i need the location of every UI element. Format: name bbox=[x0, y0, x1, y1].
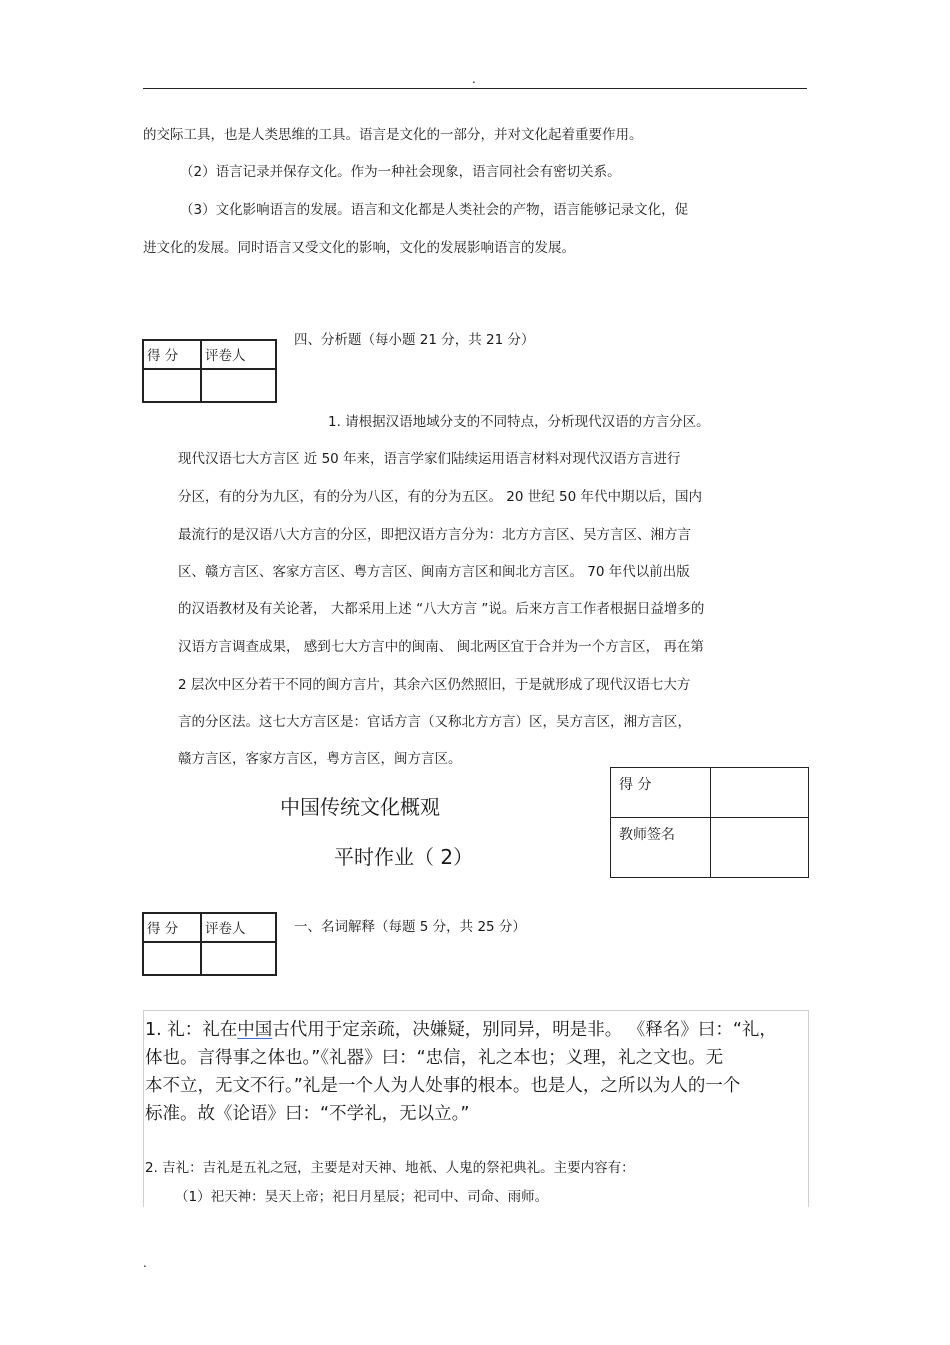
teacher-score-box bbox=[610, 767, 809, 878]
teacher-score-cell[interactable] bbox=[711, 768, 809, 818]
answer-line: 赣方言区，客家方言区，粤方言区，闽方言区。 bbox=[178, 751, 462, 767]
entry1-line: 1. 礼：礼在中国古代用于定亲疏，决嫌疑，别同异，明是非。 《释名》曰：“礼， bbox=[145, 1020, 777, 1040]
entry1-line: 标准。故《论语》曰：“不学礼，无以立。” bbox=[145, 1104, 470, 1124]
header-mark: . bbox=[472, 72, 476, 86]
teacher-signature-cell[interactable] bbox=[711, 818, 809, 878]
answer-line: 现代汉语七大方言区 近 50 年来，语言学家们陆续运用语言材料对现代汉语方言进行 bbox=[178, 451, 681, 467]
section4-heading: 四、分析题（每小题 21 分，共 21 分） bbox=[294, 332, 535, 348]
score-cell[interactable] bbox=[143, 369, 201, 402]
answer-line: 分区，有的分为九区，有的分为八区，有的分为五区。 20 世纪 50 年代中期以后，国内 bbox=[178, 489, 703, 505]
entry2-line: （1）祀天神：昊天上帝；祀日月星辰；祀司中、司命、雨师。 bbox=[175, 1189, 549, 1205]
assignment-title: 平时作业（ 2） bbox=[334, 845, 474, 869]
question-1: 1. 请根据汉语地域分支的不同特点，分析现代汉语的方言分区。 bbox=[328, 414, 710, 430]
course-title: 中国传统文化概观 bbox=[280, 795, 440, 819]
footer-mark: . bbox=[143, 1256, 147, 1270]
paragraph-line: 进文化的发展。同时语言又受文化的影响，文化的发展影响语言的发展。 bbox=[143, 240, 575, 256]
answer-line: 言的分区法。这七大方言区是：官话方言（又称北方方言）区，吴方言区，湘方言区， bbox=[178, 714, 691, 730]
score-box-section1 bbox=[142, 912, 277, 976]
answer-line: 区、赣方言区、客家方言区、粤方言区、闽南方言区和闽北方言区。 70 年代以前出版 bbox=[178, 564, 690, 580]
score-box-section4 bbox=[142, 339, 277, 403]
entry1-line: 本不立，无文不行。”礼是一个人为人处事的根本。也是人，之所以为人的一个 bbox=[145, 1076, 741, 1096]
grader-cell[interactable] bbox=[201, 942, 276, 975]
header-rule bbox=[143, 88, 807, 89]
score-cell[interactable] bbox=[143, 942, 201, 975]
paragraph-line: （2）语言记录并保存文化。作为一种社会现象，语言同社会有密切关系。 bbox=[180, 164, 621, 180]
teacher-signature-label: 教师签名 bbox=[619, 827, 675, 843]
term-link[interactable]: 中国 bbox=[237, 1020, 273, 1040]
entry2-line: 2. 吉礼：吉礼是五礼之冠，主要是对天神、地祇、人鬼的祭祀典礼。主要内容有： bbox=[145, 1160, 635, 1176]
grader-cell[interactable] bbox=[201, 369, 276, 402]
grader-label: 评卷人 bbox=[205, 921, 246, 937]
answer-line: 的汉语教材及有关论著， 大都采用上述 “八大方言 ”说。后来方言工作者根据日益增多的 bbox=[178, 601, 705, 617]
answer-line: 2 层次中区分若干不同的闽方言片，其余六区仍然照旧，于是就形成了现代汉语七大方 bbox=[178, 677, 691, 693]
paragraph-line: （3）文化影响语言的发展。语言和文化都是人类社会的产物，语言能够记录文化，促 bbox=[180, 202, 689, 218]
embedded-answer-frame bbox=[143, 1010, 809, 1207]
score-label: 得 分 bbox=[147, 348, 179, 364]
score-label: 得 分 bbox=[147, 921, 179, 937]
paragraph-line: 的交际工具，也是人类思维的工具。语言是文化的一部分，并对文化起着重要作用。 bbox=[143, 127, 643, 143]
entry1-line: 体也。言得事之体也。”《礼器》曰：“忠信，礼之本也；义理，礼之文也。无 bbox=[145, 1048, 724, 1068]
section1-heading: 一、名词解释（每题 5 分，共 25 分） bbox=[294, 919, 526, 935]
teacher-score-label: 得 分 bbox=[619, 777, 652, 793]
answer-line: 最流行的是汉语八大方言的分区，即把汉语方言分为：北方方言区、吴方言区、湘方言 bbox=[178, 527, 691, 543]
answer-line: 汉语方言调查成果， 感到七大方言中的闽南、 闽北两区宜于合并为一个方言区， 再在第 bbox=[178, 639, 704, 655]
grader-label: 评卷人 bbox=[205, 348, 246, 364]
